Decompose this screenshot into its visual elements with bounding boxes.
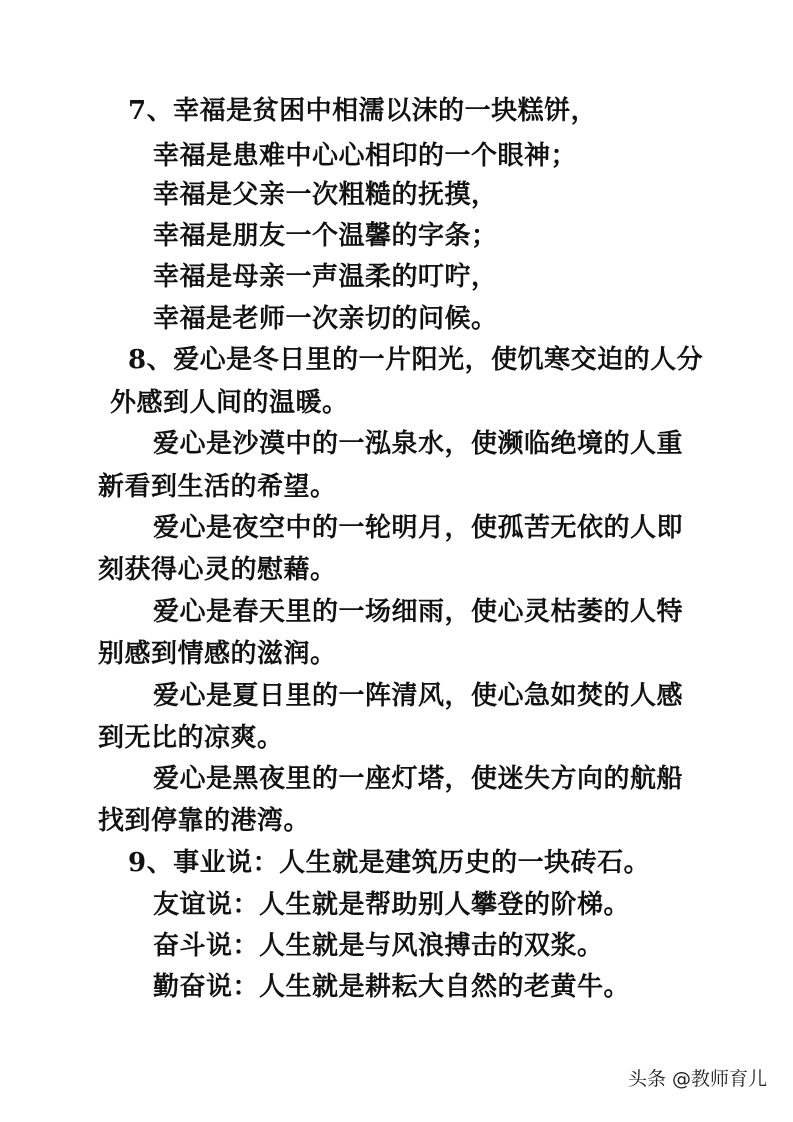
section-8-paragraph-4-line-2: 别感到情感的滋润。	[98, 639, 337, 669]
section-7-lead: 7、幸福是贫困中相濡以沫的一块糕饼，	[128, 96, 598, 126]
section-9-line: 奋斗说：人生就是与风浪搏击的双浆。	[153, 931, 604, 961]
section-8-paragraph-5-line-2: 到无比的凉爽。	[98, 723, 284, 753]
section-8-paragraph-1-line-1: 8、爱心是冬日里的一片阳光，使饥寒交迫的人分	[128, 345, 704, 375]
section-8-paragraph-3-line-2: 刻获得心灵的慰藉。	[98, 555, 337, 585]
section-8-paragraph-3-line-1: 爱心是夜空中的一轮明月，使孤苦无依的人即	[153, 513, 684, 543]
section-8-paragraph-2-line-1: 爱心是沙漠中的一泓泉水，使濒临绝境的人重	[153, 429, 684, 459]
source-watermark: 头条 @教师育儿	[628, 1068, 768, 1090]
section-8-paragraph-4-line-1: 爱心是春天里的一场细雨，使心灵枯萎的人特	[153, 597, 684, 627]
section-9-line: 友谊说：人生就是帮助别人攀登的阶梯。	[153, 890, 631, 920]
section-7-line: 幸福是患难中心心相印的一个眼神；	[153, 141, 578, 171]
section-9-line: 勤奋说：人生就是耕耘大自然的老黄牛。	[153, 972, 631, 1002]
section-8-paragraph-6-line-2: 找到停靠的港湾。	[98, 806, 311, 836]
section-7-line: 幸福是父亲一次粗糙的抚摸，	[153, 180, 498, 210]
section-9-lead: 9、事业说：人生就是建筑历史的一块砖石。	[128, 848, 651, 878]
section-7-line: 幸福是老师一次亲切的问候。	[153, 304, 498, 334]
section-8-paragraph-6-line-1: 爱心是黑夜里的一座灯塔，使迷失方向的航船	[153, 764, 684, 794]
section-8-paragraph-1-line-2: 外感到人间的温暖。	[110, 388, 349, 418]
section-8-paragraph-5-line-1: 爱心是夏日里的一阵清风，使心急如焚的人感	[153, 681, 684, 711]
section-7-line: 幸福是母亲一声温柔的叮咛，	[153, 262, 498, 292]
section-7-line: 幸福是朋友一个温馨的字条；	[153, 221, 498, 251]
section-8-paragraph-2-line-2: 新看到生活的希望。	[98, 472, 337, 502]
